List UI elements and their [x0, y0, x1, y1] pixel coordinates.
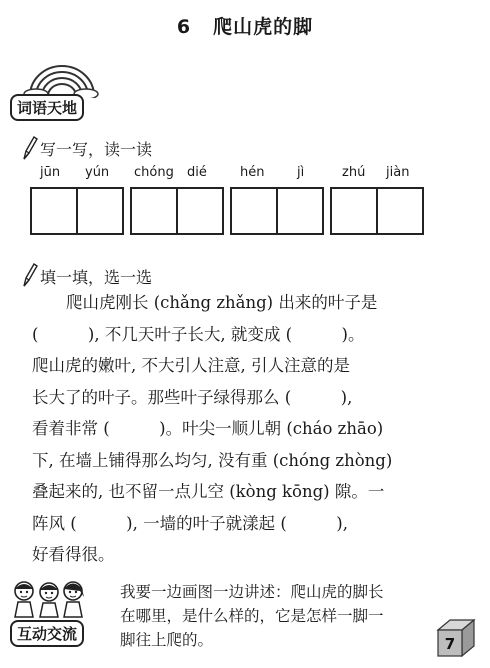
passage-line: ( ), 不几天叶子长大, 就变成 ( )。: [32, 324, 365, 344]
passage-line: 长大了的叶子。那些叶子绿得那么 ( ),: [32, 387, 353, 407]
pinyin-hen: hén: [240, 165, 265, 180]
writing-box-group: [30, 187, 124, 235]
children-icon: [10, 577, 88, 619]
lesson-title: [0, 12, 490, 39]
pinyin-zhu: zhú: [342, 165, 366, 180]
writing-box-group: [230, 187, 324, 235]
writing-cell[interactable]: [76, 189, 122, 233]
writing-cell[interactable]: [376, 189, 422, 233]
writing-cell[interactable]: [276, 189, 322, 233]
writing-box-group: [330, 187, 424, 235]
rainbow-icon: [22, 58, 102, 98]
interaction-line: 在哪里，是什么样的，它是怎样一脚一: [120, 607, 384, 625]
page-number: 7: [444, 635, 456, 653]
page-number-cube: [434, 616, 478, 660]
words-badge: 词语天地: [10, 94, 84, 121]
writing-cell[interactable]: [332, 189, 376, 233]
pinyin-ji: jì: [297, 165, 305, 180]
passage-line: 好看得很。: [32, 545, 115, 564]
interaction-prompt: [120, 580, 420, 652]
writing-cell[interactable]: [176, 189, 222, 233]
pinyin-jian: jiàn: [386, 165, 410, 180]
writing-cell[interactable]: [232, 189, 276, 233]
section-write-read-label: 写一写，读一读: [40, 140, 153, 159]
pinyin-yun: yún: [85, 165, 110, 180]
fill-in-passage: [32, 287, 450, 571]
lesson-number: 6: [176, 16, 192, 38]
pen-icon: [20, 262, 38, 288]
lesson-name: 爬山虎的脚: [213, 16, 314, 38]
pinyin-chong: chóng: [134, 165, 174, 180]
section-fill-choose-label: 填一填，选一选: [40, 268, 153, 287]
passage-line: 阵风 ( ), 一墙的叶子就漾起 ( ),: [32, 513, 348, 533]
writing-cell[interactable]: [132, 189, 176, 233]
passage-line: 叠起来的, 也不留一点儿空 (kòng kōng) 隙。一: [32, 482, 385, 501]
writing-cell[interactable]: [32, 189, 76, 233]
writing-box-group: [130, 187, 224, 235]
pen-icon: [20, 135, 38, 161]
passage-line: 看着非常 ( )。叶尖一顺儿朝 (cháo zhāo): [32, 419, 384, 438]
interaction-line: 我要一边画图一边讲述：爬山虎的脚长: [120, 583, 384, 601]
passage-line: 爬山虎的嫩叶, 不大引人注意, 引人注意的是: [32, 356, 350, 375]
pinyin-jun: jūn: [40, 165, 61, 180]
passage-line: 下, 在墙上铺得那么均匀, 没有重 (chóng zhòng): [32, 450, 393, 470]
interaction-badge: 互动交流: [10, 620, 84, 647]
interaction-line: 脚往上爬的。: [120, 631, 214, 649]
pinyin-die: dié: [187, 165, 207, 180]
passage-line: 爬山虎刚长 (chǎng zhǎng) 出来的叶子是: [66, 293, 378, 312]
